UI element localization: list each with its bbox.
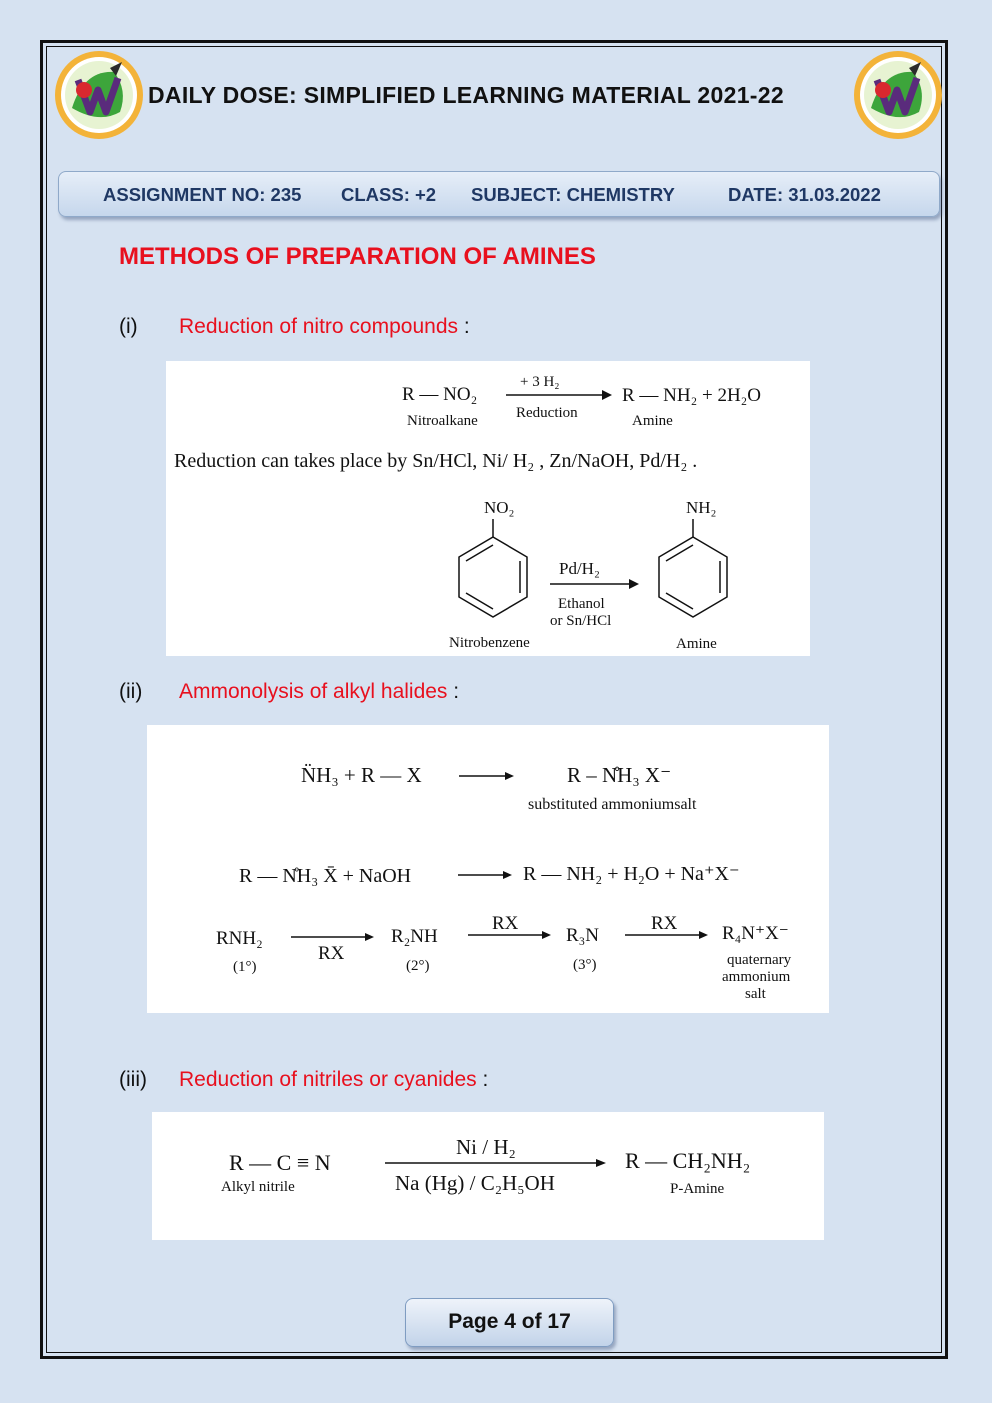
ammonolysis-line2-left: R — N̊H₃ X̄ + NaOH [239,865,412,887]
item-heading [179,315,470,339]
reactant-label: Nitroalkane [407,413,478,429]
ammonolysis-line1-right: R – N̊H₃ X⁻ [567,763,672,787]
product-formula: R — NH₂ + 2H₂O [622,385,762,406]
item-number: (iii) [119,1068,147,1091]
quaternary-label-2: ammonium [722,969,791,985]
reagent-top: + 3 H₂ [520,374,560,390]
section-title: METHODS OF PREPARATION OF AMINES [119,243,596,270]
item-heading-text: Ammonolysis of alkyl halides [179,680,448,703]
benzene-ring-icon [659,537,727,617]
assignment-number: ASSIGNMENT NO: 235 [103,184,302,205]
tertiary-amine: R₃N [566,925,600,946]
reagent-rx: RX [318,943,345,964]
nitrile-formula: R — C ≡ N [229,1150,331,1175]
primary-amine-label: P-Amine [670,1181,725,1197]
primary-amine-product: R — CH₂NH₂ [625,1148,751,1173]
reaction-image-nitrile-reduction [152,1112,824,1240]
reduction-note: Reduction can takes place by Sn/HCl, Ni/ H₂ , Zn/NaOH, Pd/H₂ . [174,450,698,472]
reactant-formula: R — NO₂ [402,384,478,405]
ammonolysis-line1-left: N̈H₃ + R — X [301,763,422,787]
institution-logo-icon [54,50,144,140]
item-heading-colon: : [447,680,460,703]
secondary-amine: R₂NH [391,926,438,947]
nitro-group-label: NO₂ [484,498,515,517]
benzene-ring-icon [459,537,527,617]
reagent-rx: RX [651,913,678,934]
item-heading-colon: : [458,315,470,338]
aromatic-reagent-top: Pd/H₂ [559,559,600,578]
reagent-bottom: Reduction [516,405,578,421]
nitrile-reagent-bottom: Na (Hg) / C₂H₅OH [395,1171,555,1195]
ammonolysis-line2-right: R — NH₂ + H₂O + Na⁺X⁻ [523,863,740,885]
reagent-rx: RX [492,913,519,934]
item-number: (i) [119,315,138,338]
tertiary-degree: (3°) [573,957,597,973]
item-heading-text: Reduction of nitriles or cyanides [179,1068,477,1091]
aniline-label: Amine [676,636,717,652]
product-label: Amine [632,413,673,429]
quaternary-label-1: quaternary [727,952,792,968]
quaternary-salt: R₄N⁺X⁻ [722,923,789,944]
item-heading [179,680,459,704]
ammonium-salt-label: substituted ammoniumsalt [528,796,697,813]
nitrile-reagent-top: Ni / H₂ [456,1135,516,1159]
quaternary-label-3: salt [745,986,766,1002]
item-heading-text: Reduction of nitro compounds [179,315,458,338]
item-heading [179,1068,488,1092]
amino-group-label: NH₂ [686,498,717,517]
assignment-class: CLASS: +2 [341,184,437,205]
nitrobenzene-label: Nitrobenzene [449,635,530,651]
item-heading-colon: : [476,1068,489,1091]
nitrile-label: Alkyl nitrile [221,1179,295,1195]
primary-degree: (1°) [233,959,257,975]
assignment-info-bar [58,171,940,217]
assignment-date: DATE: 31.03.2022 [728,184,881,205]
primary-amine: RNH₂ [216,928,263,949]
page-number-indicator: Page 4 of 17 [405,1298,614,1347]
institution-logo-icon [853,50,943,140]
assignment-subject: SUBJECT: CHEMISTRY [471,184,675,205]
reaction-image-nitro-reduction [166,361,810,656]
aromatic-reagent-bottom-1: Ethanol [558,596,605,612]
secondary-degree: (2°) [406,958,430,974]
item-number: (ii) [119,680,143,703]
document-title: DAILY DOSE: SIMPLIFIED LEARNING MATERIAL 2021-22 [148,82,784,108]
reaction-image-ammonolysis [147,725,829,1013]
aromatic-reagent-bottom-2: or Sn/HCl [550,613,612,629]
